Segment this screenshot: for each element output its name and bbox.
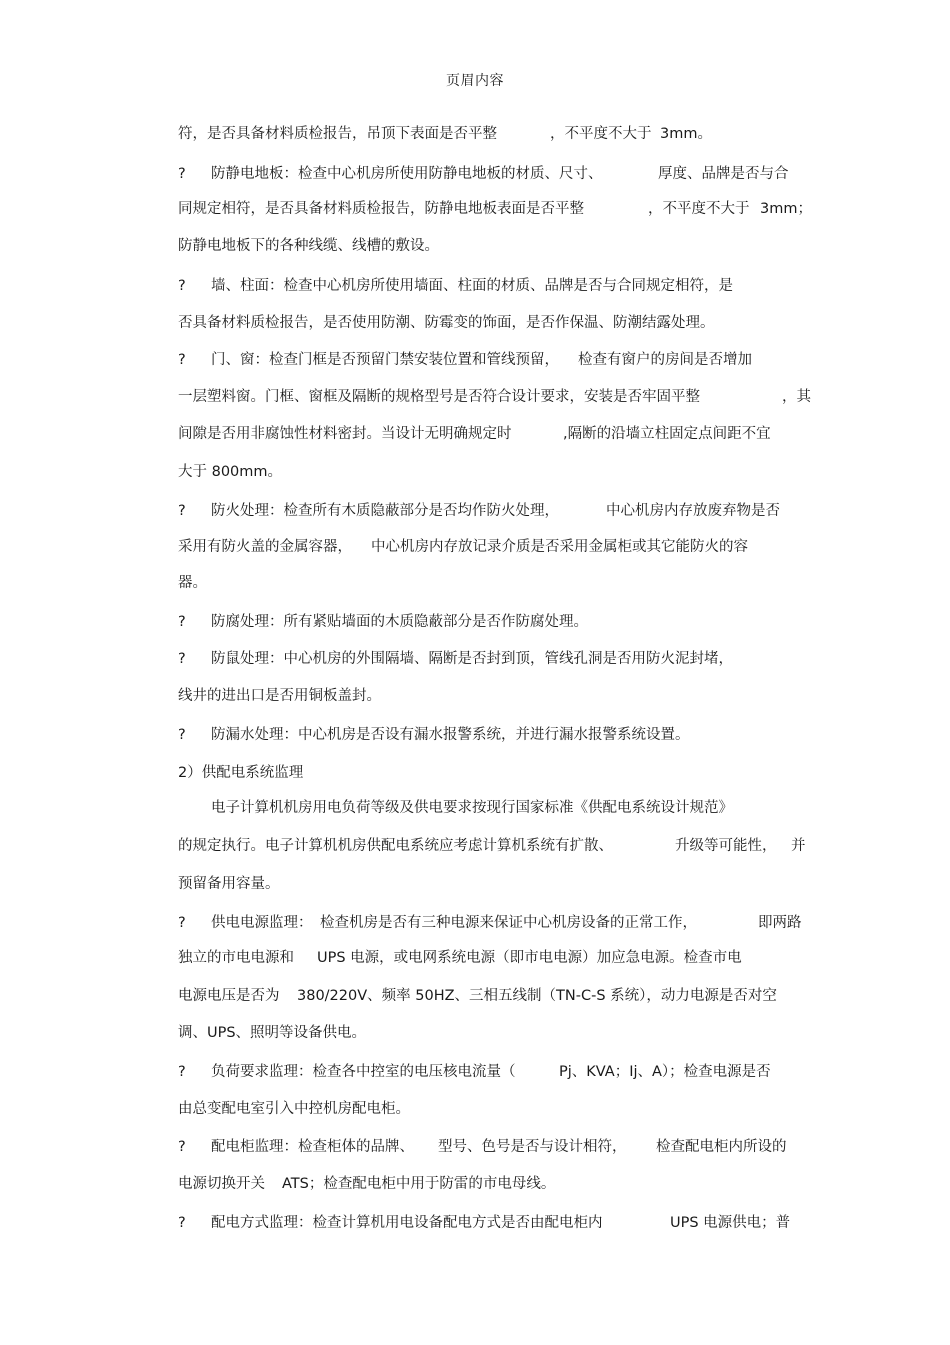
text-segment: ，不平度不大于 <box>550 126 652 142</box>
text-segment: 线井的进出口是否用铜板盖封。 <box>178 688 381 704</box>
text-segment: 即两路 <box>758 915 802 931</box>
bullet-marker: ? <box>178 503 186 519</box>
text-segment: 门、窗：检查门框是否预留门禁安装位置和管线预留， <box>211 352 559 368</box>
text-segment: 电子计算机机房用电负荷等级及供电要求按现行国家标准《供配电系统设计规范》 <box>211 800 733 816</box>
text-segment: 采用有防火盖的金属容器， <box>178 539 352 555</box>
bullet-marker: ? <box>178 915 186 931</box>
text-segment: UPS 电源供电；普 <box>670 1215 791 1231</box>
text-segment: 厚度、品牌是否与合 <box>658 166 789 182</box>
bullet-marker: ? <box>178 727 186 743</box>
text-segment: 防静电地板下的各种线缆、线槽的敷设。 <box>178 238 439 254</box>
bullet-marker: ? <box>178 614 186 630</box>
text-segment: 防火处理：检查所有木质隐蔽部分是否均作防火处理， <box>211 503 559 519</box>
text-segment: 3mm。 <box>660 126 712 142</box>
text-segment: 中心机房内存放记录介质是否采用金属柜或其它能防火的容 <box>371 539 748 555</box>
text-segment: 否具备材料质检报告，是否使用防潮、防霉变的饰面，是否作保温、防潮结露处理。 <box>178 315 715 331</box>
text-segment: ,隔断的沿墙立柱固定点间距不宜 <box>563 426 771 442</box>
bullet-marker: ? <box>178 651 186 667</box>
bullet-marker: ? <box>178 1064 186 1080</box>
text-segment: 3mm； <box>760 201 812 217</box>
text-segment: 一层塑料窗。门框、窗框及隔断的规格型号是否符合设计要求，安装是否牢固平整 <box>178 389 700 405</box>
bullet-marker: ? <box>178 166 186 182</box>
text-segment: 检查机房是否有三种电源来保证中心机房设备的正常工作， <box>320 915 697 931</box>
text-segment: 检查配电柜内所设的 <box>656 1139 787 1155</box>
text-segment: 防静电地板：检查中心机房所使用防静电地板的材质、尺寸、 <box>211 166 603 182</box>
text-segment: 防鼠处理：中心机房的外围隔墙、隔断是否封到顶，管线孔洞是否用防火泥封堵， <box>211 651 733 667</box>
text-segment: 同规定相符，是否具备材料质检报告，防静电地板表面是否平整 <box>178 201 584 217</box>
text-segment: 负荷要求监理：检查各中控室的电压核电流量（ <box>211 1064 516 1080</box>
text-segment: 380/220V、频率 50HZ、三相五线制（TN-C-S 系统），动力电源是否对空 <box>297 988 777 1004</box>
text-segment: 并 <box>791 838 806 854</box>
text-segment: 防腐处理：所有紧贴墙面的木质隐蔽部分是否作防腐处理。 <box>211 614 588 630</box>
bullet-marker: ? <box>178 1139 186 1155</box>
text-segment: 大于 800mm。 <box>178 464 283 480</box>
text-segment: ，其 <box>782 389 811 405</box>
text-segment: ，不平度不大于 <box>648 201 750 217</box>
text-segment: 符，是否具备材料质检报告，吊顶下表面是否平整 <box>178 126 497 142</box>
text-segment: 间隙是否用非腐蚀性材料密封。当设计无明确规定时 <box>178 426 512 442</box>
text-segment: 中心机房内存放废弃物是否 <box>606 503 780 519</box>
text-segment: 配电方式监理：检查计算机用电设备配电方式是否由配电柜内 <box>211 1215 603 1231</box>
text-segment: 器。 <box>178 575 207 591</box>
text-segment: 升级等可能性， <box>675 838 777 854</box>
text-segment: UPS 电源，或电网系统电源（即市电电源）加应急电源。检查市电 <box>317 950 742 966</box>
text-segment: 防漏水处理：中心机房是否设有漏水报警系统，并进行漏水报警系统设置。 <box>211 727 690 743</box>
bullet-marker: ? <box>178 278 186 294</box>
text-segment: Pj、KVA；Ij、A）；检查电源是否 <box>559 1064 771 1080</box>
text-segment: 由总变配电室引入中控机房配电柜。 <box>178 1101 410 1117</box>
text-segment: 电源切换开关 <box>178 1176 265 1192</box>
page-header: 页眉内容 <box>446 73 504 89</box>
text-segment: 电源电压是否为 <box>178 988 280 1004</box>
bullet-marker: ? <box>178 1215 186 1231</box>
bullet-marker: ? <box>178 352 186 368</box>
text-segment: 独立的市电电源和 <box>178 950 294 966</box>
text-segment: 供电电源监理： <box>211 915 313 931</box>
text-segment: 配电柜监理：检查柜体的品牌、 <box>211 1139 414 1155</box>
text-segment: ATS；检查配电柜中用于防雷的市电母线。 <box>282 1176 556 1192</box>
text-segment: 墙、柱面：检查中心机房所使用墙面、柱面的材质、品牌是否与合同规定相符，是 <box>211 278 733 294</box>
text-segment: 检查有窗户的房间是否增加 <box>578 352 752 368</box>
text-segment: 2）供配电系统监理 <box>178 765 304 781</box>
text-segment: 调、UPS、照明等设备供电。 <box>178 1025 367 1041</box>
text-segment: 的规定执行。电子计算机机房供配电系统应考虑计算机系统有扩散、 <box>178 838 613 854</box>
text-segment: 预留备用容量。 <box>178 876 280 892</box>
text-segment: 型号、色号是否与设计相符， <box>438 1139 627 1155</box>
